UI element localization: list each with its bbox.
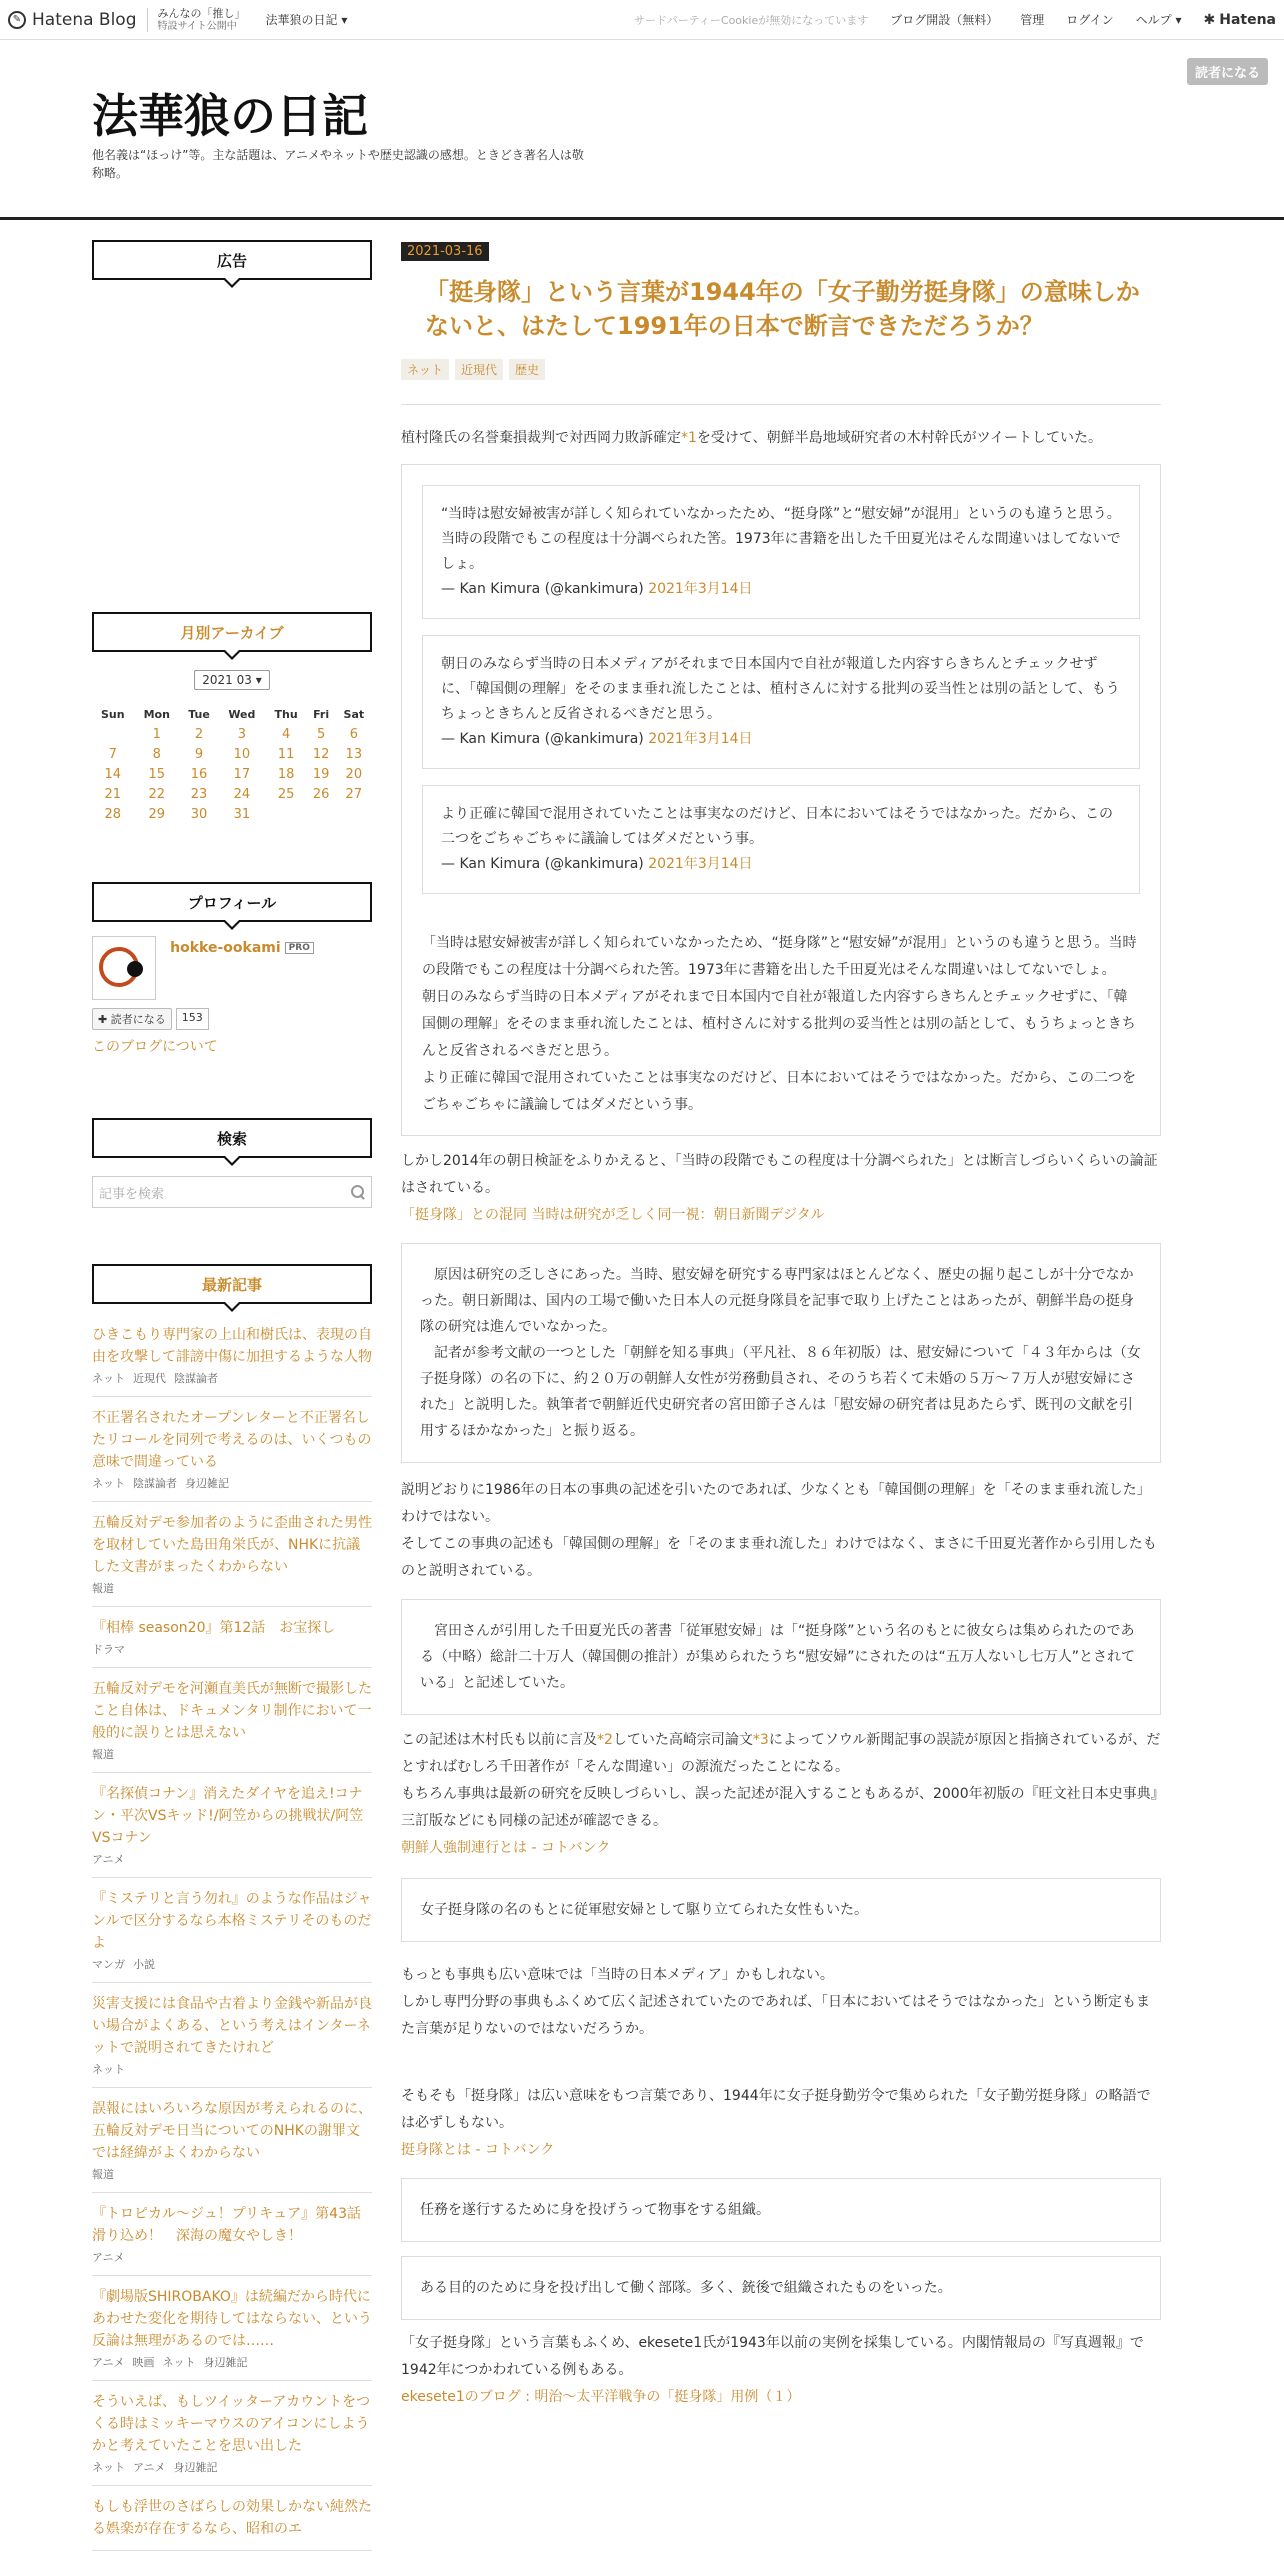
recent-entry-tags (92, 2061, 372, 2077)
subscribe-button[interactable]: 読者になる (1187, 58, 1268, 85)
tweet-date-link[interactable]: 2021年3月14日 (648, 856, 753, 872)
recent-entry-title[interactable]: 『名探偵コナン』消えたダイヤを追え!コナン・平次VSキッド!/阿笠からの挑戦状/阿笠VSコナン (92, 1786, 364, 1846)
pro-badge: PRO (285, 942, 314, 954)
manage-link[interactable]: 管理 (1020, 13, 1045, 27)
recent-entry (92, 2098, 372, 2193)
entry-date[interactable]: 2021-03-16 (401, 242, 489, 261)
quote-line: 「当時は慰安婦被害が詳しく知られていなかったため、“挺身隊”と“慰安婦”が混用」というのも違うと思う。当時の段階でもこの程度は十分調べられた筈。1973年に書籍を出した千田夏光はそんな間違いはしてないでしょ。 (422, 935, 1137, 978)
archive-calendar (92, 704, 372, 824)
calendar-day[interactable]: 22 (148, 786, 166, 802)
entry (401, 240, 1161, 2411)
tweet-text: より正確に韓国で混用されていたことは事実なのだけど、日本においてはそうではなかった。だから、この二つをごちゃごちゃに議論してはダメだという事。 (441, 806, 1113, 847)
tweet-author: — Kan Kimura (@kankimura) (441, 581, 644, 597)
recent-entry (92, 1324, 372, 1397)
ad-title: 広告 (92, 240, 372, 280)
recent-entry-title[interactable]: 五輪反対デモを河瀬直美氏が無断で撮影したこと自体は、ドキュメンタリ制作において一般的に誤りとは思えない (92, 1681, 372, 1741)
recent-entry-title[interactable]: 不正署名されたオープンレターと不正署名したリコールを同列で考えるのは、いくつもの意味で間違っている (92, 1410, 372, 1470)
paragraph: もちろん事典は最新の研究を反映しづらいし、誤った記述が混入することもあるが、2000年初版の『旺文社日本史事典』三訂版などにも同様の記述が確認できる。 (401, 1786, 1158, 1829)
recent-entry-tags (92, 2249, 372, 2265)
calendar-day[interactable]: 21 (104, 786, 122, 802)
entry-title[interactable]: 「挺身隊」という言葉が1944年の「女子勤労挺身隊」の意味しかないと、はたして1991年の日本で断言できただろうか？ (425, 278, 1140, 340)
calendar-day[interactable]: 8 (152, 746, 161, 762)
category-tag[interactable]: アニメ (92, 2251, 125, 2264)
category-tag[interactable]: ネット (92, 1372, 125, 1385)
footnote-link[interactable]: *1 (681, 430, 697, 446)
recent-entry (92, 1993, 372, 2088)
kotobank-link[interactable]: 挺身隊とは - コトバンク (401, 2142, 555, 2158)
blog-title[interactable]: 法華狼の日記 (92, 89, 368, 143)
follower-count[interactable]: 153 (176, 1008, 209, 1030)
recent-entry (92, 2391, 372, 2486)
calendar-day[interactable]: 16 (190, 766, 208, 782)
calendar-day (266, 804, 307, 824)
recent-entry (92, 1407, 372, 1502)
avatar[interactable] (92, 936, 156, 1000)
category-tag[interactable]: 小説 (133, 1958, 155, 1971)
calendar-day (92, 724, 134, 744)
quote-line: より正確に韓国で混用されていたことは事実なのだけど、日本においてはそうではなかった。だから、この二つをごちゃごちゃに議論してはダメだという事。 (422, 1070, 1136, 1113)
hatena-star-icon: ✱ (1203, 11, 1216, 28)
recent-entry-tags (92, 1370, 372, 1386)
recent-entry (92, 2496, 372, 2551)
calendar-day[interactable]: 25 (277, 786, 295, 802)
tweet-date-link[interactable]: 2021年3月14日 (648, 731, 753, 747)
divider (147, 8, 148, 32)
category-tag[interactable]: 身辺雑記 (185, 1477, 229, 1490)
category-tag[interactable]: 映画 (132, 2356, 155, 2369)
cookie-notice: サードパーティーCookieが無効になっています (633, 13, 869, 27)
category-tag[interactable]: アニメ (92, 2356, 125, 2369)
search-module (92, 1118, 372, 1264)
calendar-day[interactable]: 17 (233, 766, 251, 782)
blockquote: 任務を遂行するために身を投げうって物事をする組織。 (401, 2178, 1161, 2242)
calendar-day[interactable]: 1 (152, 726, 161, 742)
category-tag[interactable]: ネット (92, 2063, 125, 2076)
recent-entry (92, 2203, 375, 2276)
category-tag[interactable]: 陰謀論者 (174, 1372, 218, 1385)
profile-module (92, 882, 372, 1118)
blog-menu-button[interactable]: 法華狼の日記 ▾ (265, 13, 348, 27)
sidebar (92, 240, 375, 2561)
calendar-weekday: Mon (143, 707, 170, 721)
paragraph: 「女子挺身隊」という言葉もふくめ、ekesete1氏が1943年以前の実例を採集している。内閣情報局の『写真週報』で1942年につかわれている例もある。 (401, 2335, 1144, 2378)
paragraph: 説明どおりに1986年の日本の事典の記述を引いたのであれば、少なくとも「韓国側の理解」を「そのまま垂れ流した」わけではない。 (401, 1482, 1151, 1525)
hatena-blog-logo[interactable]: ✎ Hatena Blog (8, 10, 137, 30)
recent-entry-title[interactable]: そういえば、もしツイッターアカウントをつくる時はミッキーマウスのアイコンにしようかと考えていたことを思い出した (92, 2394, 371, 2454)
calendar-day[interactable]: 18 (277, 766, 295, 782)
paragraph: そもそも「挺身隊」は広い意味をもつ言葉であり、1944年に女子挺身勤労令で集められた「女子勤労挺身隊」の略語では必ずしもない。 (401, 2088, 1151, 2131)
hatena-topbar (0, 0, 1284, 40)
category-tag[interactable]: 近現代 (455, 359, 503, 380)
calendar-day[interactable]: 10 (233, 746, 251, 762)
calendar-day[interactable]: 13 (345, 746, 363, 762)
embedded-tweet (422, 485, 1140, 619)
calendar-day[interactable]: 2 (194, 726, 204, 742)
paragraph: しかし専門分野の事典もふくめて広く記述されていたのであれば、「日本においてはそうではなかった」という断定もまた言葉が足りないのではないだろうか。 (401, 1994, 1150, 2037)
category-tag[interactable]: アニメ (133, 2461, 166, 2474)
profile-name[interactable]: hokke-ookami PRO (170, 940, 314, 956)
footnote-link[interactable]: *2 (597, 1732, 613, 1748)
category-tag[interactable]: ネット (92, 2461, 125, 2474)
calendar-day (307, 804, 336, 824)
category-tag[interactable]: アニメ (92, 1853, 125, 1866)
hatena-brand-link[interactable]: ✱ Hatena (1203, 11, 1276, 28)
paragraph: もっとも事典も広い意味では「当時の日本メディア」かもしれない。 (401, 1967, 834, 1983)
category-tag[interactable]: ネット (92, 1477, 125, 1490)
divider (401, 404, 1161, 405)
recent-entry-tags (92, 1746, 372, 1762)
calendar-day[interactable]: 19 (312, 766, 330, 782)
archive-month-select[interactable]: 2021 03 ▾ (194, 670, 270, 690)
calendar-day[interactable]: 26 (312, 786, 330, 802)
entry-categories (401, 359, 1161, 380)
recent-entry-tags (92, 2354, 372, 2370)
recent-entry-tags (92, 1475, 372, 1491)
calendar-day[interactable]: 6 (349, 726, 358, 742)
recent-entry-title[interactable]: 『ミステリと言う勿れ』のような作品はジャンルで区分するなら本格ミステリそのものだよ (92, 1891, 372, 1951)
ekesete1-blog-link[interactable]: ekesete1のブログ : 明治～太平洋戦争の「挺身隊」用例（１） (401, 2389, 801, 2405)
calendar-day[interactable]: 3 (237, 726, 246, 742)
category-tag[interactable]: 身辺雑記 (173, 2461, 218, 2474)
search-input[interactable]: 記事を検索 (92, 1176, 372, 1208)
calendar-day[interactable]: 5 (316, 726, 326, 742)
recent-entry-title[interactable]: 災害支援には食品や古着より金銭や新品が良い場合がよくある、という考えはインターネットで説明されてきたけれど (92, 1996, 372, 2056)
calendar-day[interactable]: 31 (233, 806, 251, 822)
category-tag[interactable]: マンガ (92, 1958, 125, 1971)
kotobank-link[interactable]: 朝鮮人強制連行とは - コトバンク (401, 1840, 611, 1856)
recent-entry (92, 1888, 372, 1983)
category-tag[interactable]: ネット (401, 359, 449, 380)
recent-entry-title[interactable]: もしも浮世のさばらしの効果しかない純然たる娯楽が存在するなら、昭和のエ (92, 2499, 372, 2537)
category-tag[interactable]: 報道 (92, 1582, 114, 1595)
blockquote: ある目的のために身を投げ出して働く部隊。多く、銃後で組織されたものをいった。 (401, 2256, 1161, 2320)
calendar-day[interactable]: 7 (108, 746, 117, 762)
calendar-day (336, 804, 372, 824)
category-tag[interactable]: 報道 (92, 1748, 114, 1761)
tweet-author: — Kan Kimura (@kankimura) (441, 856, 644, 872)
paragraph: そしてこの事典の記述も「韓国側の理解」を「そのまま垂れ流した」わけではなく、まさに千田夏光著作から引用したものと説明されている。 (401, 1536, 1157, 1579)
hatena-logo-icon: ✎ (8, 11, 26, 29)
calendar-day[interactable]: 23 (190, 786, 208, 802)
category-tag[interactable]: 陰謀論者 (133, 1477, 177, 1490)
recent-entry-title[interactable]: 誤報にはいろいろな原因が考えられるのに、五輪反対デモ日当についてのNHKの謝罪文では経緯がよくわからない (92, 2101, 372, 2161)
asahi-article-link[interactable]: 「挺身隊」との混同 当時は研究が乏しく同一視：朝日新聞デジタル (401, 1207, 825, 1223)
calendar-day[interactable]: 9 (194, 746, 204, 762)
recent-entry (92, 1783, 372, 1878)
search-icon[interactable] (351, 1185, 365, 1199)
category-tag[interactable]: ネット (162, 2356, 196, 2369)
tweet-quote-box (401, 464, 1161, 1136)
footnote-link[interactable]: *3 (752, 1732, 769, 1748)
recent-entry-tags (92, 1851, 372, 1867)
recent-entry-title[interactable]: 『相棒 season20』第12話 お宝探し (92, 1620, 336, 1636)
recent-list (92, 1324, 375, 2551)
embedded-tweet (422, 635, 1140, 769)
promo-link[interactable]: みんなの「推し」 特設サイト公開中 (157, 6, 246, 32)
follow-button[interactable]: ✚ 読者になる (92, 1008, 172, 1030)
search-title: 検索 (92, 1118, 372, 1158)
recent-module (92, 1264, 375, 2551)
category-tag[interactable]: 身辺雑記 (203, 2356, 248, 2369)
tweet-author: — Kan Kimura (@kankimura) (441, 731, 644, 747)
recent-entry-title[interactable]: 『トロピカル～ジュ！プリキュア』第43話 滑り込め！ 深海の魔女やしき！ (92, 2206, 375, 2244)
ad-module (92, 240, 372, 612)
calendar-day[interactable]: 14 (104, 766, 122, 782)
calendar-day[interactable]: 15 (148, 766, 166, 782)
tweet-text: “当時は慰安婦被害が詳しく知られていなかったため、“挺身隊”と“慰安婦”が混用」というのも違うと思う。当時の段階でもこの程度は十分調べられた筈。1973年に書籍を出した千田夏光はそんな間違いはしてないでしょ。 (441, 506, 1121, 572)
login-link[interactable]: ログイン (1066, 13, 1114, 27)
quote-line: 朝日のみならず当時の日本メディアがそれまで日本国内で自社が報道した内容すらきちんとチェックせずに、「韓国側の理解」をそのまま垂れ流したことは、植村さんに対する批判の妥当性とは別の話として、もうちょっときちんと反省されるべきだと思う。 (422, 989, 1136, 1059)
category-tag[interactable]: 歴史 (509, 359, 545, 380)
recent-entry-tags (92, 2166, 372, 2182)
recent-title[interactable]: 最新記事 (92, 1264, 372, 1304)
recent-entry (92, 1678, 372, 1773)
recent-entry-title[interactable]: ひきこもり専門家の上山和樹氏は、表現の自由を攻撃して誹謗中傷に加担するような人物 (92, 1327, 372, 1365)
intro-paragraph: 植村隆氏の名誉棄損裁判で対西岡力敗訴確定*1を受けて、朝鮮半島地域研究者の木村幹氏がツイートしていた。 (401, 430, 1102, 446)
recent-entry-tags (92, 2459, 372, 2475)
archive-module (92, 612, 372, 882)
about-blog-link[interactable]: このブログについて (92, 1039, 218, 1055)
paragraph: しかし2014年の朝日検証をふりかえると、「当時の段階でもこの程度は十分調べられた」とは断言しづらいくらいの論証はされている。 (401, 1153, 1158, 1196)
calendar-day[interactable]: 28 (104, 806, 122, 822)
calendar-weekday: Fri (313, 707, 330, 721)
recent-entry-tags (92, 1956, 372, 1972)
calendar-day[interactable]: 27 (345, 786, 363, 802)
recent-entry-title[interactable]: 『劇場版SHIROBAKO』は続編だから時代にあわせた変化を期待してはならない、という反論は無理があるのでは…… (92, 2289, 372, 2349)
blockquote: 原因は研究の乏しさにあった。当時、慰安婦を研究する専門家はほとんどなく、歴史の掘り起こしが十分でなかった。朝日新聞は、国内の工場で働いた日本人の元挺身隊員を記事で取り上げたことはあったが、朝鮮半島の挺身隊の研究は進んでいなかった。 記者が参考文献の一つとした「朝鮮を知る事典」（平凡社、８６年初版）は、慰安婦について「４３年からは（女子挺身隊）の名の下に、約２０万の朝鮮人女性が労務動員され、そのうち若くて未婚の５万～７万人が慰安婦にされた」と説明した。執筆者で朝鮮近代史研究者の宮田節子さんは「慰安婦の研究者は見あたらず、既刊の文献を引用するほかなかった」と振り返る。 (401, 1243, 1161, 1463)
calendar-day[interactable]: 30 (190, 806, 208, 822)
embedded-tweet (422, 785, 1140, 894)
calendar-weekday: Thu (274, 707, 298, 721)
blog-description: 他名義は“ほっけ”等。主な話題は、アニメやネットや歴史認識の感想。ときどき著名人は敬称略。 (92, 148, 584, 180)
recent-entry-tags (92, 1580, 372, 1596)
tweet-date-link[interactable]: 2021年3月14日 (648, 581, 753, 597)
tweet-text: 朝日のみならず当時の日本メディアがそれまで日本国内で自社が報道した内容すらきちんとチェックせずに、「韓国側の理解」をそのまま垂れ流したことは、植村さんに対する批判の妥当性とは別の話として、もうちょっときちんと反省されるべきだと思う。 (441, 656, 1120, 722)
category-tag[interactable]: 近現代 (133, 1372, 166, 1385)
category-tag[interactable]: 報道 (92, 2168, 114, 2181)
category-tag[interactable]: ドラマ (92, 1643, 125, 1656)
archive-title[interactable]: 月別アーカイブ (92, 612, 372, 652)
calendar-weekday: Sun (100, 707, 125, 721)
calendar-day[interactable]: 24 (233, 786, 251, 802)
recent-entry (92, 2286, 372, 2381)
calendar-day[interactable]: 11 (277, 746, 295, 762)
help-menu[interactable]: ヘルプ ▾ (1135, 13, 1182, 27)
recent-entry-title[interactable]: 五輪反対デモ参加者のように歪曲された男性を取材していた島田角栄氏が、NHKに抗議した文書がまったくわからない (92, 1515, 372, 1575)
start-blog-link[interactable]: ブログ開設（無料） (890, 13, 999, 27)
calendar-weekday: Wed (228, 707, 256, 721)
calendar-day[interactable]: 4 (281, 726, 291, 742)
calendar-day[interactable]: 20 (345, 766, 363, 782)
calendar-weekday: Sat (343, 707, 365, 721)
recent-entry (92, 1512, 372, 1607)
profile-title: プロフィール (92, 882, 372, 922)
calendar-day[interactable]: 29 (148, 806, 166, 822)
recent-entry-tags (92, 1641, 372, 1657)
blockquote: 女子挺身隊の名のもとに従軍慰安婦として駆り立てられた女性もいた。 (401, 1878, 1161, 1942)
blockquote: 宮田さんが引用した千田夏光氏の著書「従軍慰安婦」は「“挺身隊”という名のもとに彼女らは集められたのである（中略）総計二十万人（韓国側の推計）が集められたうち“慰安婦”にされたのは“五万人ないし七万人”とされている」と記述していた。 (401, 1599, 1161, 1715)
tweet-quote-text (422, 930, 1140, 1119)
paragraph: この記述は木村氏も以前に言及*2していた高崎宗司論文*3によってソウル新聞記事の誤読が原因と指摘されているが、だとすればむしろ千田著作が「そんな間違い」の源流だったことになる。 (401, 1732, 1161, 1775)
calendar-weekday: Tue (188, 707, 210, 721)
recent-entry (92, 1617, 372, 1668)
blog-header (0, 40, 1284, 220)
calendar-day[interactable]: 12 (312, 746, 330, 762)
